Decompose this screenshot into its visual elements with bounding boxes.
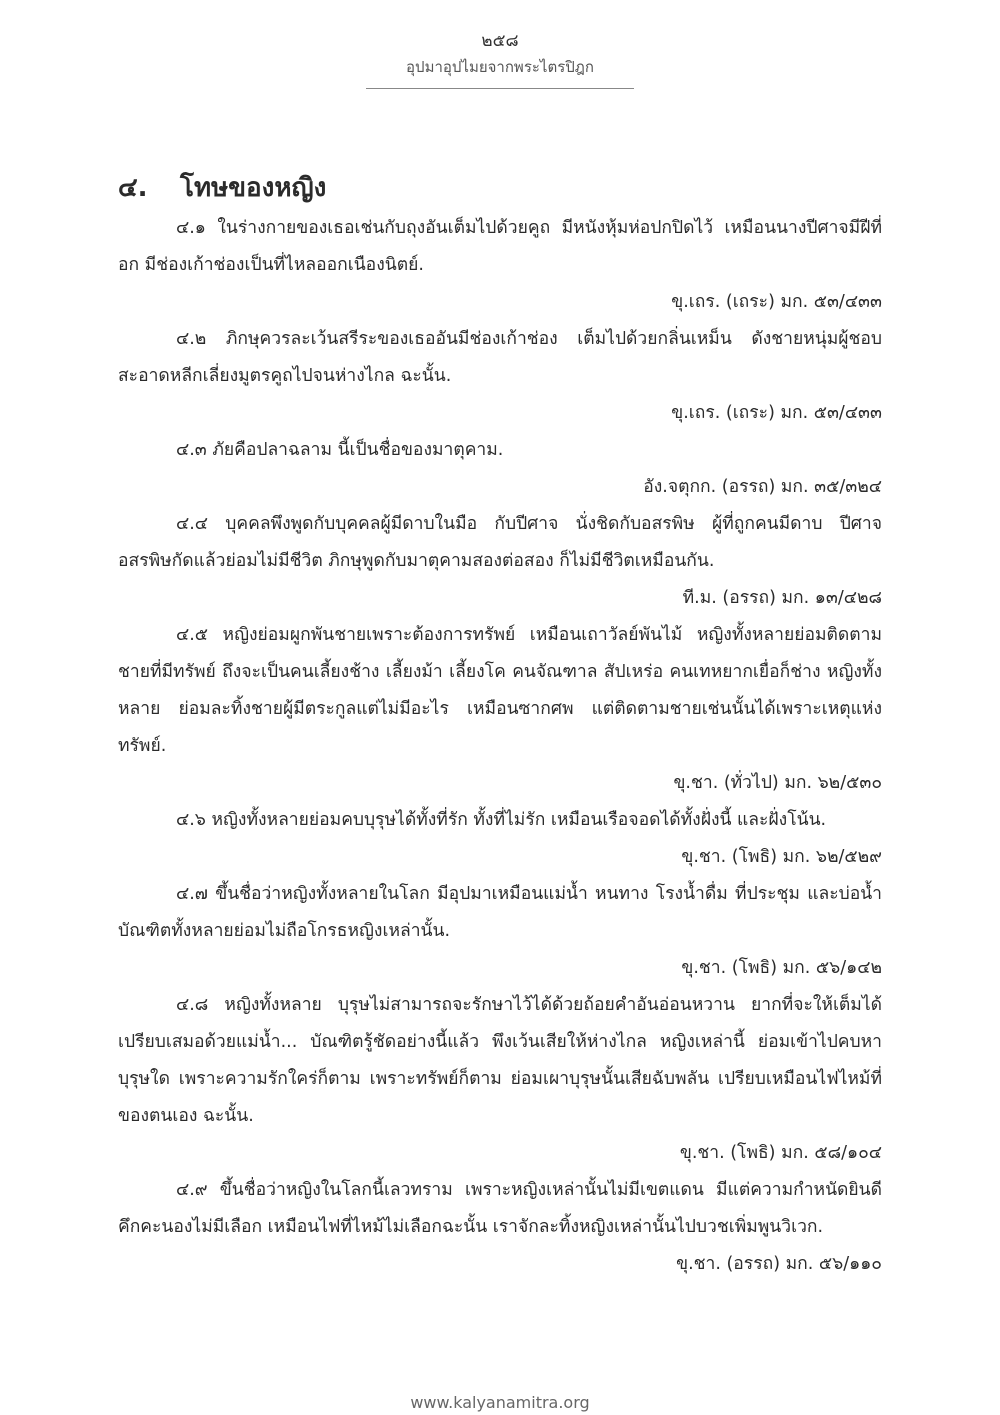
book-title: อุปมาอุปไมยจากพระไตรปิฎก: [406, 58, 594, 76]
entry-text: ๔.๓ ภัยคือปลาฉลาม นี้เป็นชื่อของมาตุคาม.: [176, 440, 504, 460]
entry-text: ๔.๖ หญิงทั้งหลายย่อมคบบุรุษได้ทั้งที่รัก ทั้งที่ไม่รัก เหมือนเรือจอดได้ทั้งฝั่งนี้ และฝั่งโน้น.: [176, 810, 827, 830]
entry-reference: ขุ.ชา. (โพธิ) มก. ๕๖/๑๔๒: [681, 958, 882, 978]
entry-text: ๔.๕ หญิงย่อมผูกพันชายเพราะต้องการทรัพย์ เหมือนเถาวัลย์พันไม้ หญิงทั้งหลายย่อมติดตามชายที่มีทรัพย์ ถึงจะเป็นคนเลี้ยงช้าง เลี้ยงม้า เลี้ยงโค คนจัณฑาล สัปเหร่อ คนเทหยากเยื่อก็ช่าง หญิงทั้งหลาย ย่อมละทิ้งชายผู้มีตระกูลแต่ไม่มีอะไร เหมือนซากศพ แต่ติดตามชายเช่นนั้นได้เพราะเหตุแห่งทรัพย์.: [118, 625, 882, 756]
entry-reference: อัง.จตุกก. (อรรถ) มก. ๓๕/๓๒๔: [643, 477, 882, 497]
section-title: โทษของหญิง: [180, 173, 327, 203]
entry-text: ๔.๙ ขึ้นชื่อว่าหญิงในโลกนี้เลวทราม เพราะหญิงเหล่านั้นไม่มีเขตแดน มีแต่ความกำหนัดยินดีคึกคะนองไม่มีเลือก เหมือนไฟที่ไหม้ไม่เลือกฉะนั้น เราจักละทิ้งหญิงเหล่านั้นไปบวชเพิ่มพูนวิเวก.: [118, 1180, 882, 1237]
page-content: [118, 168, 882, 1283]
header-divider: [366, 88, 634, 89]
entry-reference: ขุ.ชา. (อรรถ) มก. ๕๖/๑๑๐: [676, 1254, 882, 1274]
entry-text: ๔.๗ ขึ้นชื่อว่าหญิงทั้งหลายในโลก มีอุปมาเหมือนแม่น้ำ หนทาง โรงน้ำดื่ม ที่ประชุม และบ่อน้ำ บัณฑิตทั้งหลายย่อมไม่ถือโกรธหญิงเหล่านั้น.: [118, 884, 882, 941]
page-header: [0, 30, 1000, 89]
page-number: ๒๕๘: [481, 31, 519, 51]
section-heading: [118, 168, 882, 208]
entry-reference: ขุ.ชา. (โพธิ) มก. ๖๒/๕๒๙: [681, 847, 882, 867]
entry-text: ๔.๘ หญิงทั้งหลาย บุรุษไม่สามารถจะรักษาไว้ได้ด้วยถ้อยคำอันอ่อนหวาน ยากที่จะให้เต็มได้ เปรียบเสมอด้วยแม่น้ำ... บัณฑิตรู้ชัดอย่างนี้แล้ว พึงเว้นเสียให้ห่างไกล หญิงเหล่านี้ ย่อมเข้าไปคบหาบุรุษใด เพราะความรักใคร่ก็ตาม เพราะทรัพย์ก็ตาม ย่อมเผาบุรุษนั้นเสียฉับพลัน เปรียบเหมือนไฟไหม้ที่ของตนเอง ฉะนั้น.: [118, 995, 882, 1126]
footer-url: www.kalyanamitra.org: [410, 1393, 590, 1412]
entry-text: ๔.๑ ในร่างกายของเธอเช่นกับถุงอันเต็มไปด้วยคูถ มีหนังหุ้มห่อปกปิดไว้ เหมือนนางปีศาจมีฝีที่อก มีช่องเก้าช่องเป็นที่ไหลออกเนืองนิตย์.: [118, 218, 882, 275]
section-number: ๔.: [118, 173, 148, 203]
entry-text: ๔.๒ ภิกษุควรละเว้นสรีระของเธออันมีช่องเก้าช่อง เต็มไปด้วยกลิ่นเหม็น ดังชายหนุ่มผู้ชอบสะอาดหลีกเลี่ยงมูตรคูถไปจนห่างไกล ฉะนั้น.: [118, 329, 882, 386]
entry-reference: ขุ.ชา. (ทั่วไป) มก. ๖๒/๕๓๐: [673, 773, 882, 793]
entry-reference: ที.ม. (อรรถ) มก. ๑๓/๔๒๘: [682, 588, 882, 608]
entry-reference: ขุ.เถร. (เถระ) มก. ๕๓/๔๓๓: [671, 403, 882, 423]
entry-reference: ขุ.เถร. (เถระ) มก. ๕๓/๔๓๓: [671, 292, 882, 312]
entry-text: ๔.๔ บุคคลพึงพูดกับบุคคลผู้มีดาบในมือ กับปีศาจ นั่งชิดกับอสรพิษ ผู้ที่ถูกคนมีดาบ ปีศาจ อสรพิษกัดแล้วย่อมไม่มีชีวิต ภิกษุพูดกับมาตุคามสองต่อสอง ก็ไม่มีชีวิตเหมือนกัน.: [118, 514, 882, 571]
entry-reference: ขุ.ชา. (โพธิ) มก. ๕๘/๑๐๔: [679, 1143, 882, 1163]
